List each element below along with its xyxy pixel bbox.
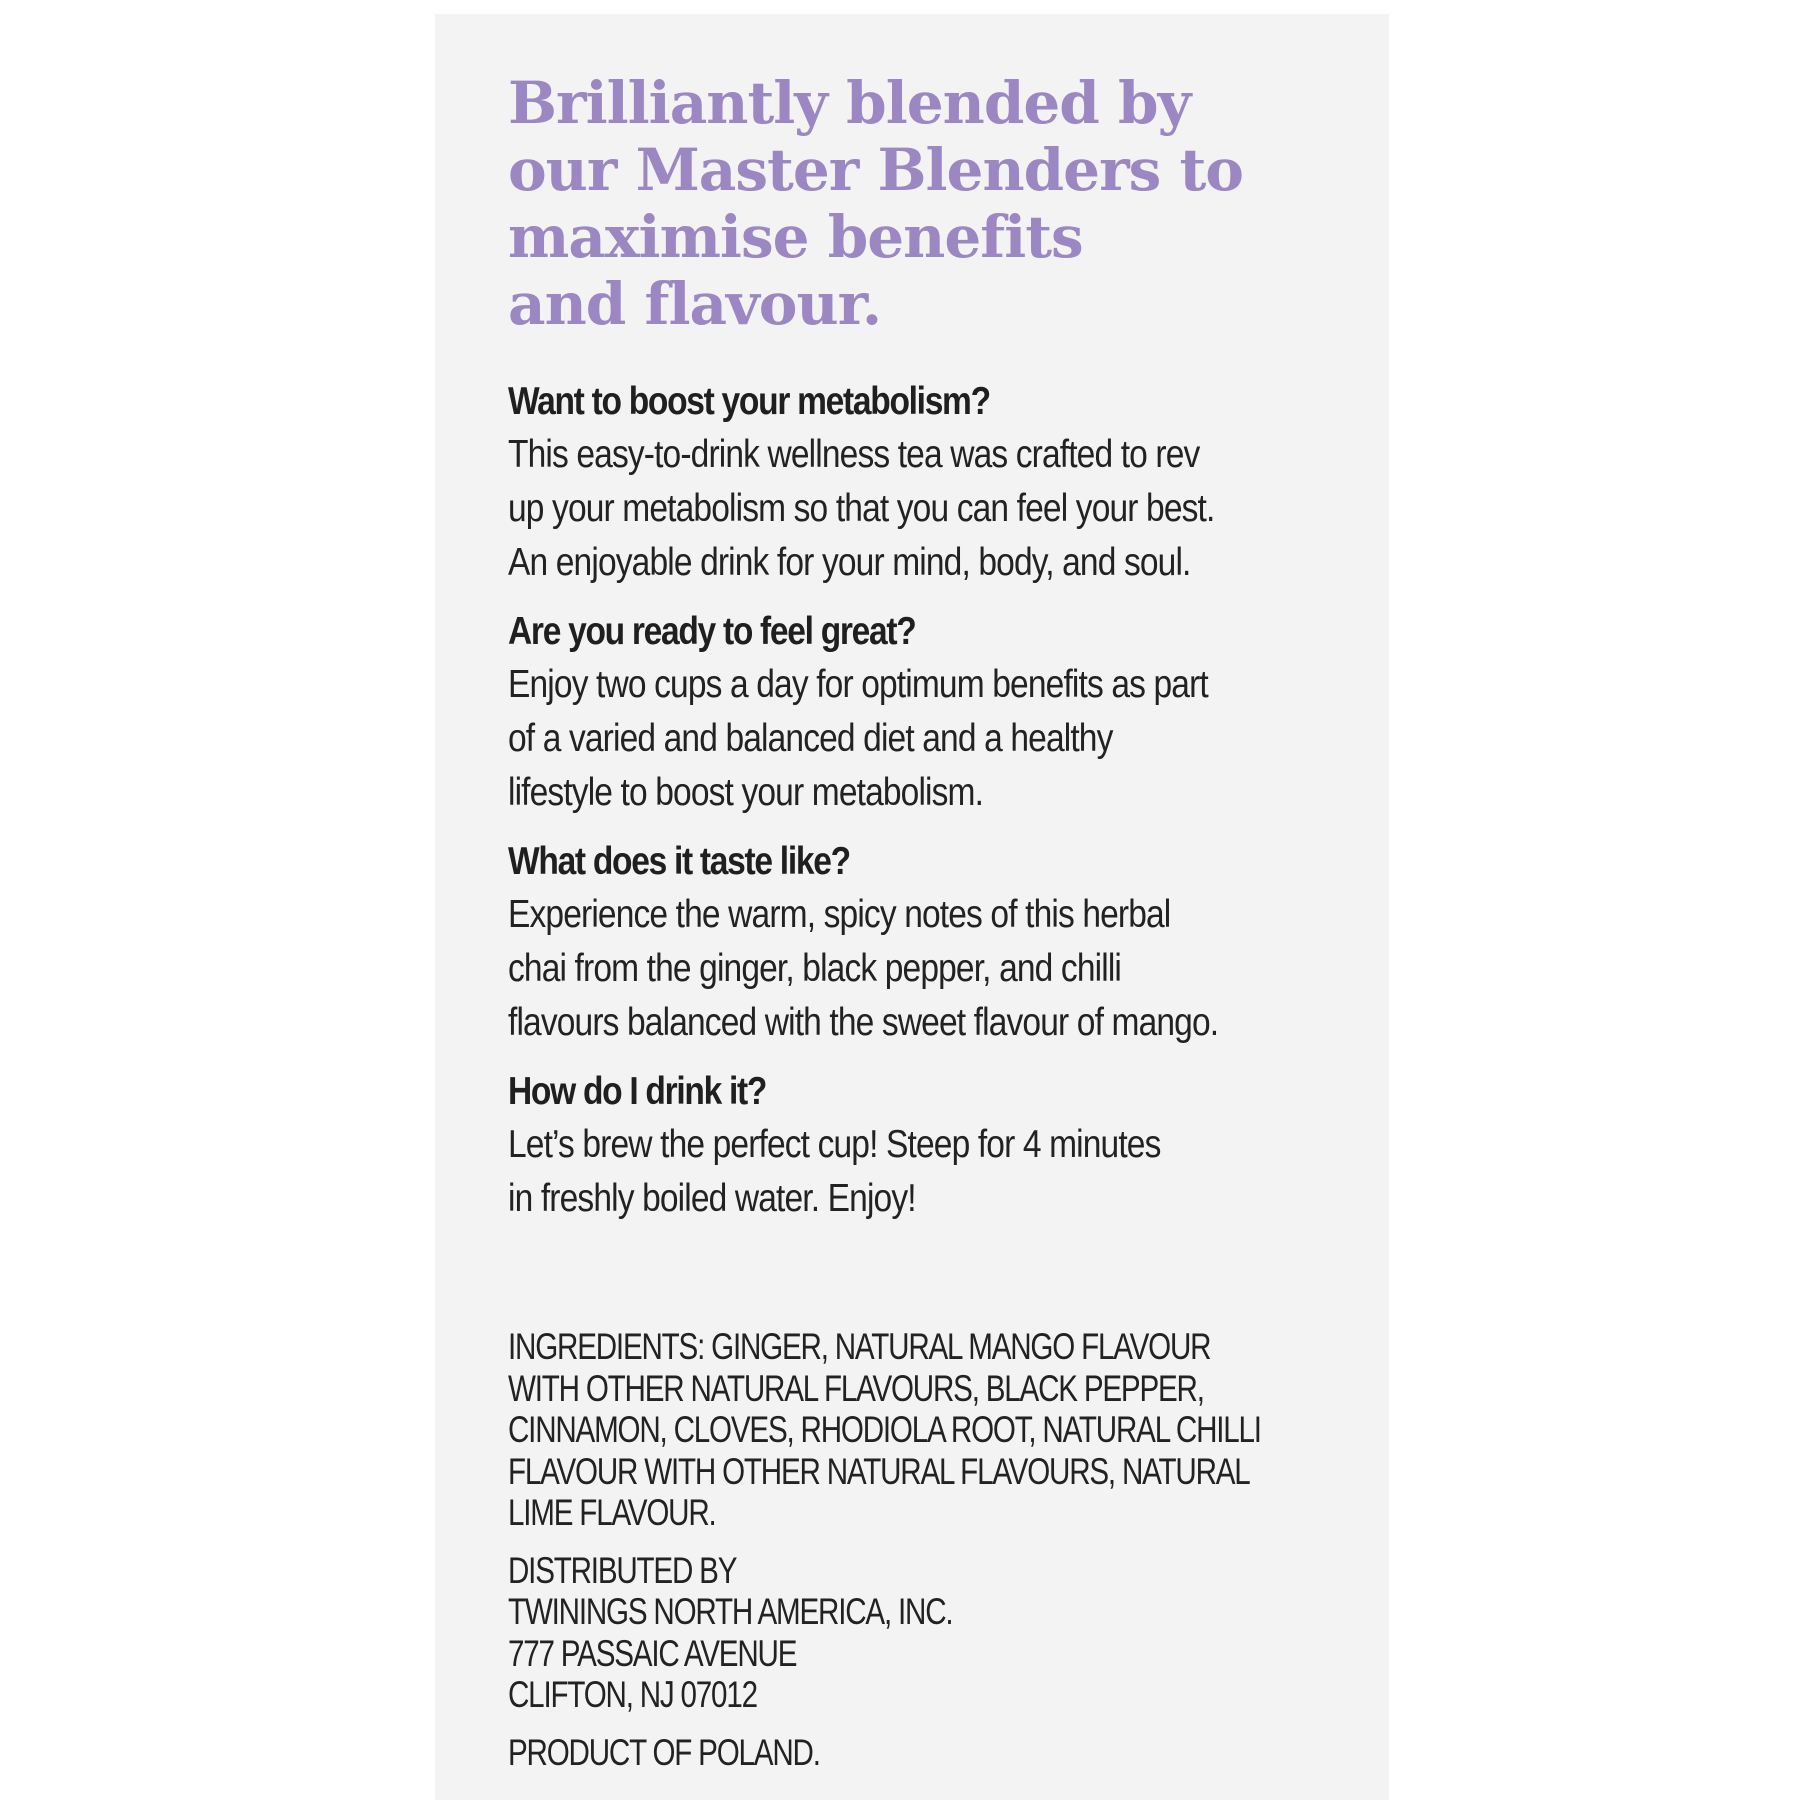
section-question: How do I drink it? — [508, 1070, 767, 1113]
origin-line: PRODUCT OF POLAND. — [508, 1731, 820, 1773]
headline-line: Brilliantly blended by — [508, 69, 1191, 137]
section-answer — [508, 428, 1368, 590]
ingredients-line: CINNAMON, CLOVES, RHODIOLA ROOT, NATURAL CHILLI — [508, 1409, 1261, 1450]
section-taste — [508, 836, 1368, 1050]
headline-line: our Master Blenders to — [508, 136, 1243, 204]
section-question: Want to boost your metabolism? — [508, 380, 990, 423]
ingredients-block — [508, 1326, 1368, 1534]
panel-content — [508, 70, 1368, 1789]
distributor-line: 777 PASSAIC AVENUE — [508, 1632, 797, 1674]
answer-line: Experience the warm, spicy notes of this herbal — [508, 893, 1171, 936]
answer-line: An enjoyable drink for your mind, body, and soul. — [508, 541, 1191, 584]
answer-line: up your metabolism so that you can feel your best. — [508, 487, 1215, 530]
ingredients-line: INGREDIENTS: GINGER, NATURAL MANGO FLAVOUR — [508, 1326, 1211, 1367]
section-question: Are you ready to feel great? — [508, 610, 916, 653]
answer-line: chai from the ginger, black pepper, and chilli — [508, 947, 1122, 990]
answer-line: of a varied and balanced diet and a healthy — [508, 717, 1113, 760]
answer-line: Let’s brew the perfect cup! Steep for 4 minutes — [508, 1123, 1161, 1166]
distributor-line: DISTRIBUTED BY — [508, 1549, 737, 1591]
ingredients-line: FLAVOUR WITH OTHER NATURAL FLAVOURS, NATURAL — [508, 1450, 1250, 1492]
answer-line: Enjoy two cups a day for optimum benefits as part — [508, 663, 1208, 706]
answer-line: lifestyle to boost your metabolism. — [508, 771, 984, 814]
section-answer — [508, 1118, 1368, 1226]
ingredients-line: LIME FLAVOUR. — [508, 1492, 716, 1533]
headline-line: and flavour. — [508, 270, 882, 338]
section-answer — [508, 658, 1368, 820]
section-question: What does it taste like? — [508, 840, 850, 883]
answer-line: This easy-to-drink wellness tea was crafted to rev — [508, 433, 1200, 476]
package-panel — [435, 14, 1389, 1800]
distributor-line: TWININGS NORTH AMERICA, INC. — [508, 1591, 953, 1632]
section-how-to-drink — [508, 1066, 1368, 1226]
section-metabolism — [508, 376, 1368, 590]
section-feel-great — [508, 606, 1368, 820]
answer-line: flavours balanced with the sweet flavour of mango. — [508, 1001, 1219, 1044]
ingredients-line: WITH OTHER NATURAL FLAVOURS, BLACK PEPPER, — [508, 1367, 1204, 1409]
distributor-block — [508, 1550, 1368, 1716]
distributor-line: CLIFTON, NJ 07012 — [508, 1674, 757, 1715]
origin-block — [508, 1732, 1368, 1774]
headline-line: maximise benefits — [508, 203, 1083, 271]
answer-line: in freshly boiled water. Enjoy! — [508, 1177, 916, 1220]
headline — [508, 70, 1368, 338]
spacer — [508, 1242, 1368, 1326]
section-answer — [508, 888, 1368, 1050]
